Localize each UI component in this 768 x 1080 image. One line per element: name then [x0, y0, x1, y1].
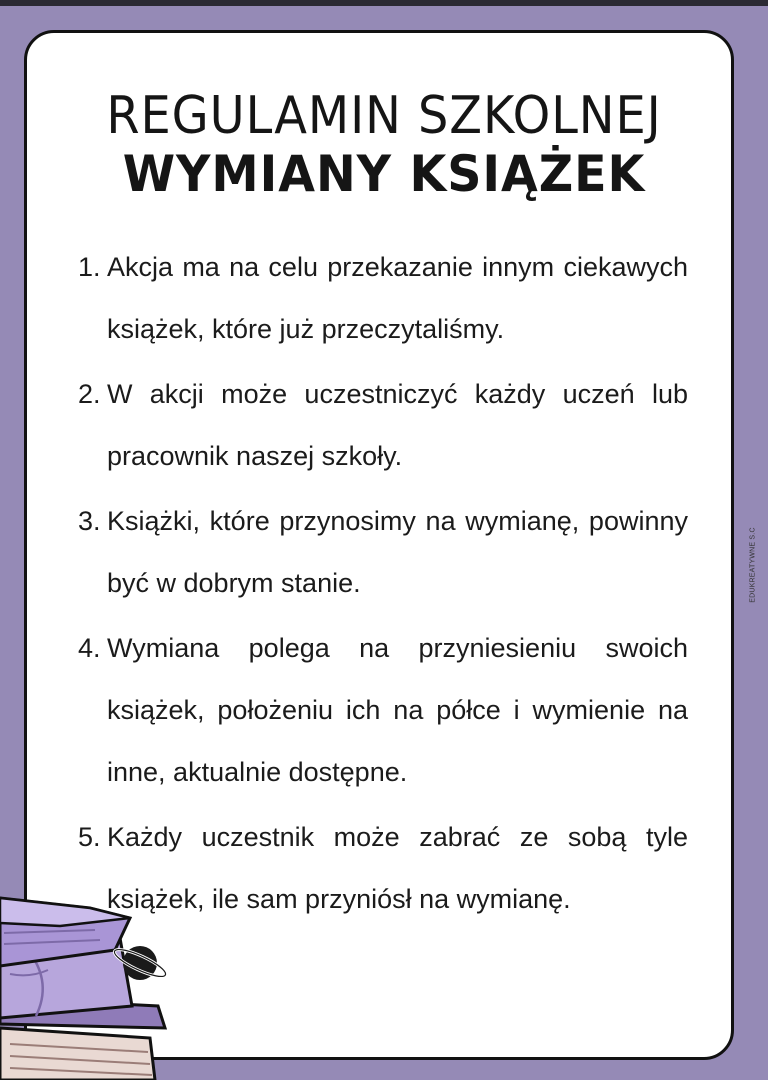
- rule-number: 3.: [78, 506, 101, 536]
- rule-number: 1.: [78, 252, 101, 282]
- rules-list: [78, 236, 688, 933]
- title-line-2: WYMIANY KSIĄŻEK: [122, 145, 646, 203]
- top-strip: [0, 0, 768, 6]
- book-stack-icon: [0, 878, 190, 1080]
- rule-item-2: [78, 363, 688, 487]
- poster-title: [0, 88, 768, 202]
- title-line-1: REGULAMIN SZKOLNEJ: [106, 86, 662, 146]
- rule-item-1: [78, 236, 688, 360]
- rule-item-4: [78, 617, 688, 803]
- rule-text: Wymiana polega na przyniesieniu swoich książek, położeniu ich na półce i wymienie na inne, aktualnie dostępne.: [107, 633, 688, 787]
- rule-number: 4.: [78, 633, 101, 663]
- rule-text: Akcja ma na celu przekazanie innym ciekawych książek, które już przeczytaliśmy.: [107, 252, 688, 344]
- side-credit: EDUKREATYWNE S.C: [749, 527, 757, 603]
- rule-text: W akcji może uczestniczyć każdy uczeń lub pracownik naszej szkoły.: [107, 379, 688, 471]
- rule-text: Książki, które przynosimy na wymianę, powinny być w dobrym stanie.: [107, 506, 688, 598]
- rule-number: 5.: [78, 822, 101, 852]
- rule-text: Każdy uczestnik może zabrać ze sobą tyle książek, ile sam przyniósł na wymianę.: [107, 822, 688, 914]
- rule-item-3: [78, 490, 688, 614]
- rule-number: 2.: [78, 379, 101, 409]
